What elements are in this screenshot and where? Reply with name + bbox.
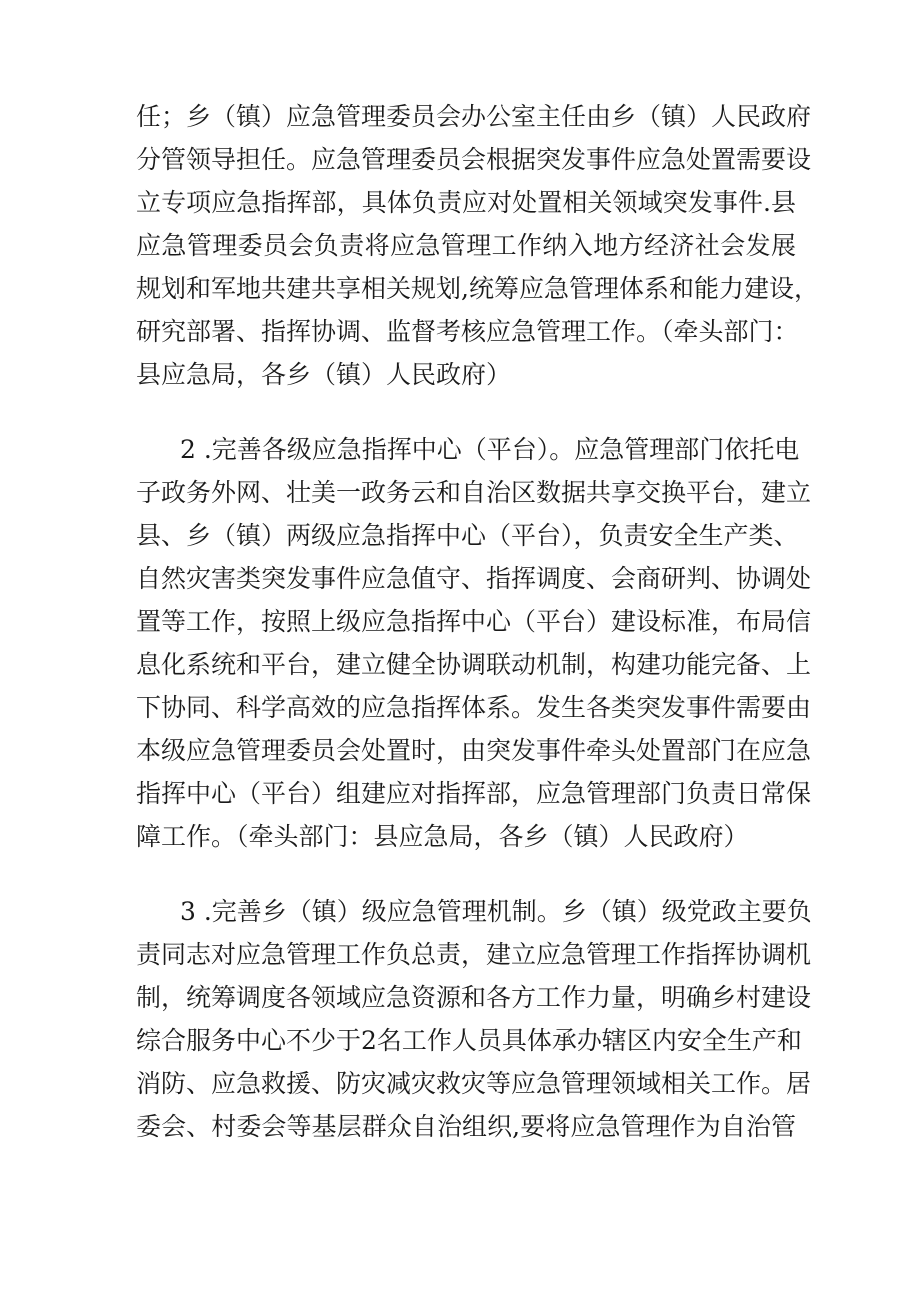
text-line: 置等工作，按照上级应急指挥中心（平台）建设标准，布局信 <box>136 607 812 636</box>
text-line: 本级应急管理委员会处置时，由突发事件牵头处置部门在应急 <box>136 736 812 765</box>
text-line: 责同志对应急管理工作负总责，建立应急管理工作指挥协调机 <box>136 940 812 969</box>
text-line: 县、乡（镇）两级应急指挥中心（平台），负责安全生产类、 <box>136 521 799 550</box>
text-line: 县应急局，各乡（镇）人民政府） <box>136 360 512 389</box>
text-line: 研究部署、指挥协调、监督考核应急管理工作。（牵头部门： <box>136 317 799 346</box>
text-line: 委会、村委会等基层群众自治组织,要将应急管理作为自治管 <box>136 1112 796 1141</box>
text-line: 综合服务中心不少于2名工作人员具体承办辖区内安全生产和 <box>136 1026 802 1055</box>
text-line: 自然灾害类突发事件应急值守、指挥调度、会商研判、协调处 <box>136 564 812 593</box>
text-line: 规划和军地共建共享相关规划,统筹应急管理体系和能力建设， <box>136 274 819 303</box>
text-line: 立专项应急指挥部，具体负责应对处置相关领域突发事件.县 <box>136 188 796 217</box>
text-line: 消防、应急救援、防灾减灾救灾等应急管理领域相关工作。居 <box>136 1069 812 1098</box>
text-line: 应急管理委员会负责将应急管理工作纳入地方经济社会发展 <box>136 231 796 260</box>
paragraph-3-first-line: 3 .完善乡（镇）级应急管理机制。乡（镇）级党政主要负 <box>180 897 812 926</box>
text-line: 子政务外网、壮美一政务云和自治区数据共享交换平台，建立 <box>136 478 812 507</box>
text-line: 指挥中心（平台）组建应对指挥部，应急管理部门负责日常保 <box>136 779 812 808</box>
text-line: 障工作。（牵头部门：县应急局，各乡（镇）人民政府） <box>136 822 749 851</box>
text-line: 分管领导担任。应急管理委员会根据突发事件应急处置需要设 <box>136 145 812 174</box>
text-line: 息化系统和平台，建立健全协调联动机制，构建功能完备、上 <box>136 650 812 679</box>
text-line: 任；乡（镇）应急管理委员会办公室主任由乡（镇）人民政府 <box>136 102 812 131</box>
text-line: 下协同、科学高效的应急指挥体系。发生各类突发事件需要由 <box>136 693 812 722</box>
paragraph-2-first-line: 2 .完善各级应急指挥中心（平台）。应急管理部门依托电 <box>180 435 800 464</box>
text-line: 制，统筹调度各领域应急资源和各方工作力量，明确乡村建设 <box>136 983 812 1012</box>
